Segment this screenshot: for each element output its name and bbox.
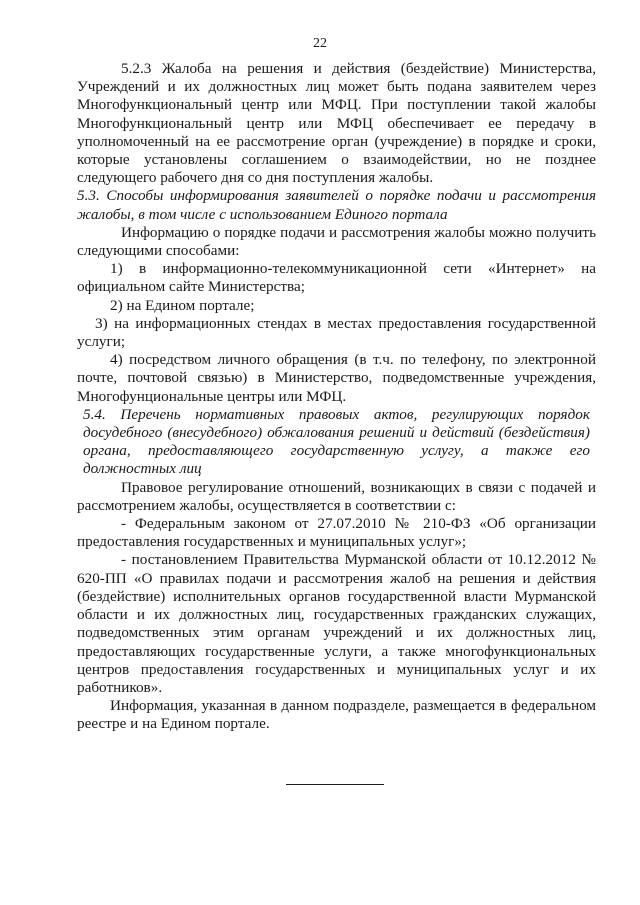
end-divider xyxy=(286,784,384,785)
section-heading-5-3: 5.3. Способы информирования заявителей о порядке подачи и рассмотрения жалобы, в том числе с использованием Единого портала xyxy=(77,187,596,223)
list-item: 1) в информационно-телекоммуникационной сети «Интернет» на официальном сайте Министерства; xyxy=(77,260,596,296)
section-5-4-closing: Информация, указанная в данном подразделе, размещается в федеральном реестре и на Едином портале. xyxy=(77,697,596,733)
list-item: - постановлением Правительства Мурманской области от 10.12.2012 № 620-ПП «О правилах подачи и рассмотрения жалоб на решения и действия (бездействие) исполнительных органов государственной власти Мурманской области и их должностных лиц, государственных гражданских служащих, подведомственных этим органам учреждений и их должностных лиц, предоставляющих государственные услуги, а также многофункциональных центров предоставления государственных и муниципальных услуг и их работников». xyxy=(77,551,596,696)
page-number: 22 xyxy=(313,36,327,51)
section-5-3-intro: Информацию о порядке подачи и рассмотрения жалобы можно получить следующими способами: xyxy=(77,223,596,260)
list-item: - Федеральным законом от 27.07.2010 № 210-ФЗ «Об организации предоставления государственных и муниципальных услуг»; xyxy=(77,515,596,551)
list-item: 3) на информационных стендах в местах предоставления государственной услуги; xyxy=(77,314,596,351)
paragraph-5-2-3: 5.2.3 Жалоба на решения и действия (бездействие) Министерства, Учреждений и их должностных лиц может быть подана заявителем через Многофункциональный центр или МФЦ. При поступлении такой жалобы Многофункциональный центр или МФЦ обеспечивает ее передачу в уполномоченный на ее рассмотрение орган (учреждение) в порядке и сроки, которые установлены соглашением о взаимодействии, но не позднее следующего рабочего дня со дня поступления жалобы. xyxy=(77,60,596,187)
section-heading-5-4: 5.4. Перечень нормативных правовых актов, регулирующих порядок досудебного (внесудебного) обжалования решений и действий (бездействия) органа, предоставляющего государственную услугу, а также его должностных лиц xyxy=(83,405,590,478)
list-item: 2) на Едином портале; xyxy=(110,296,255,314)
section-5-4-intro: Правовое регулирование отношений, возникающих в связи с подачей и рассмотрением жалобы, осуществляется в соответствии с: xyxy=(77,478,596,514)
page-content xyxy=(77,60,596,734)
list-item: 4) посредством личного обращения (в т.ч. по телефону, по электронной почте, почтовой связью) в Министерство, подведомственные учреждения, Многофунциональные центры или МФЦ. xyxy=(77,351,596,405)
